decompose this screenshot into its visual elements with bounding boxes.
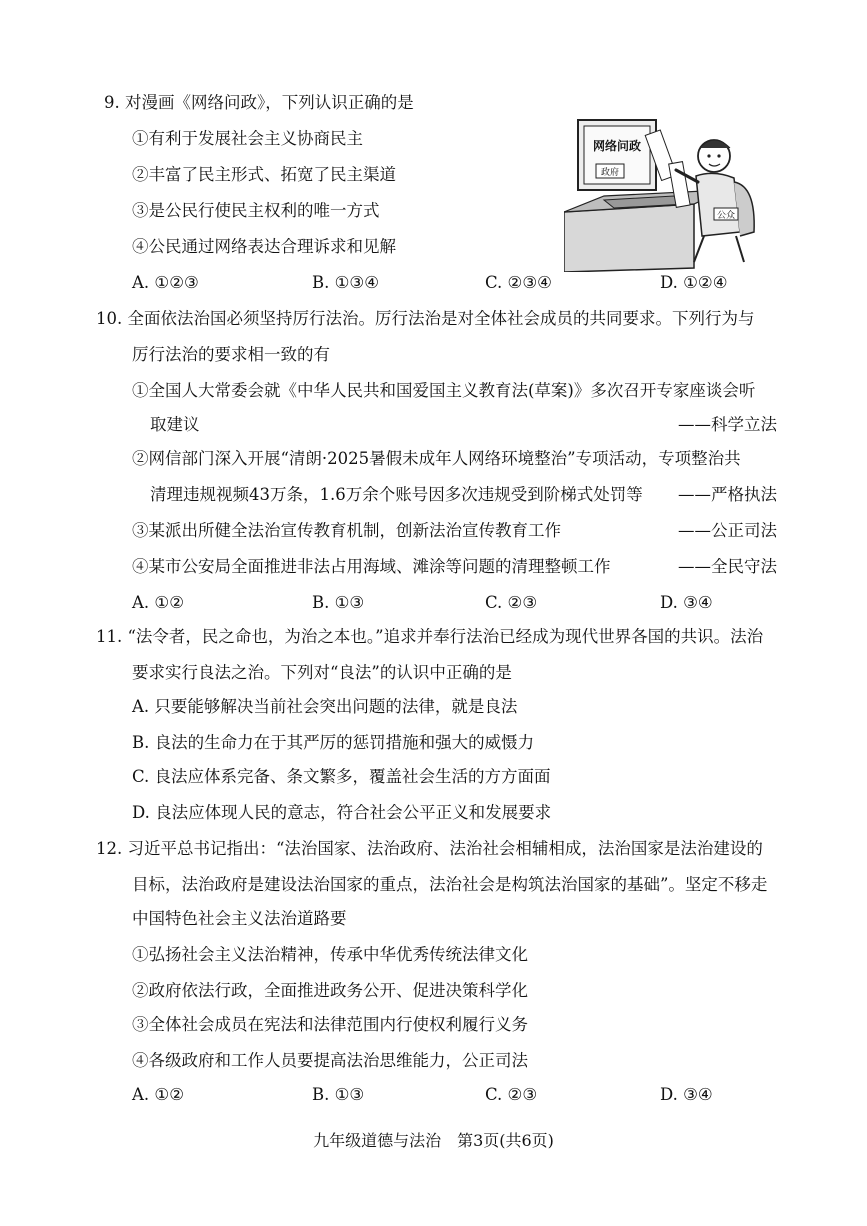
q10-item-1-tag: ——科学立法 [678,415,777,434]
q10-option-a: A. ①② [132,593,184,612]
q10-item-2a: ②网信部门深入开展“清朗·2025暑假未成年人网络环境整治”专项活动，专项整治共 [132,449,741,468]
q11-option-d: D. 良法应体现人民的意志，符合社会公平正义和发展要求 [132,803,552,822]
q12-stem-3: 中国特色社会主义法治道路要 [132,909,347,928]
q12-item-1: ①弘扬社会主义法治精神，传承中华优秀传统法律文化 [132,945,528,964]
q12-stem-2: 目标，法治政府是建设法治国家的重点，法治社会是构筑法治国家的基础”。坚定不移走 [132,875,768,894]
q10-item-2-tag: ——严格执法 [678,485,777,504]
q12-option-b: B. ①③ [312,1085,365,1104]
q9-option-b: B. ①③④ [312,273,379,292]
q12-item-3: ③全体社会成员在宪法和法律范围内行使权利履行义务 [132,1015,528,1034]
q10-item-3-tag: ——公正司法 [678,521,777,540]
q10-item-1a: ①全国人大常委会就《中华人民共和国爱国主义教育法(草案)》多次召开专家座谈会听 [132,381,756,400]
q10-item-3: ③某派出所健全法治宣传教育机制，创新法治宣传教育工作 [132,521,561,540]
q9-option-c: C. ②③④ [485,273,552,292]
q10-stem-2: 厉行法治的要求相一致的有 [132,345,330,364]
q10-option-b: B. ①③ [312,593,365,612]
q10-stem-1: 10. 全面依法治国必须坚持厉行法治。厉行法治是对全体社会成员的共同要求。下列行为与 [96,309,755,328]
q10-option-d: D. ③④ [660,593,713,612]
q12-option-d: D. ③④ [660,1085,713,1104]
cartoon-paper-public: 公众 [716,210,736,220]
q10-item-1b: 取建议 [150,415,200,434]
page-footer: 九年级道德与法治 第3页(共6页) [313,1131,554,1150]
q12-stem-1: 12. 习近平总书记指出：“法治国家、法治政府、法治社会相辅相成，法治国家是法治建设的 [96,839,763,858]
q9-item-3: ③是公民行使民主权利的唯一方式 [132,201,380,220]
q11-option-a: A. 只要能够解决当前社会突出问题的法律，就是良法 [132,697,518,716]
q9-item-2: ②丰富了民主形式、拓宽了民主渠道 [132,165,396,184]
q12-option-c: C. ②③ [485,1085,538,1104]
q12-item-2: ②政府依法行政，全面推进政务公开、促进决策科学化 [132,981,528,1000]
q9-option-d: D. ①②④ [660,273,728,292]
q9-option-a: A. ①②③ [132,273,199,292]
q10-option-c: C. ②③ [485,593,538,612]
computer-cartoon-icon [564,112,760,272]
q10-item-4: ④某市公安局全面推进非法占用海域、滩涂等问题的清理整顿工作 [132,557,611,576]
q10-item-2b: 清理违规视频43万条，1.6万余个账号因多次违规受到阶梯式处罚等 [150,485,643,504]
q11-stem-2: 要求实行良法之治。下列对“良法”的认识中正确的是 [132,663,512,682]
cartoon-paper-gov: 政府 [600,167,620,177]
q9-item-1: ①有利于发展社会主义协商民主 [132,129,363,148]
q12-option-a: A. ①② [132,1085,184,1104]
q9-item-4: ④公民通过网络表达合理诉求和见解 [132,237,396,256]
q9-stem: 9. 对漫画《网络问政》，下列认识正确的是 [104,93,414,112]
q10-item-4-tag: ——全民守法 [678,557,777,576]
q12-item-4: ④各级政府和工作人员要提高法治思维能力，公正司法 [132,1051,528,1070]
q11-stem-1: 11. “法令者，民之命也，为治之本也。”追求并奉行法治已经成为现代世界各国的共识。法治 [96,627,764,646]
q11-option-b: B. 良法的生命力在于其严厉的惩罚措施和强大的威慑力 [132,733,535,752]
cartoon-screen-title: 网络问政 [592,139,642,153]
q11-option-c: C. 良法应体系完备、条文繁多，覆盖社会生活的方方面面 [132,767,551,786]
